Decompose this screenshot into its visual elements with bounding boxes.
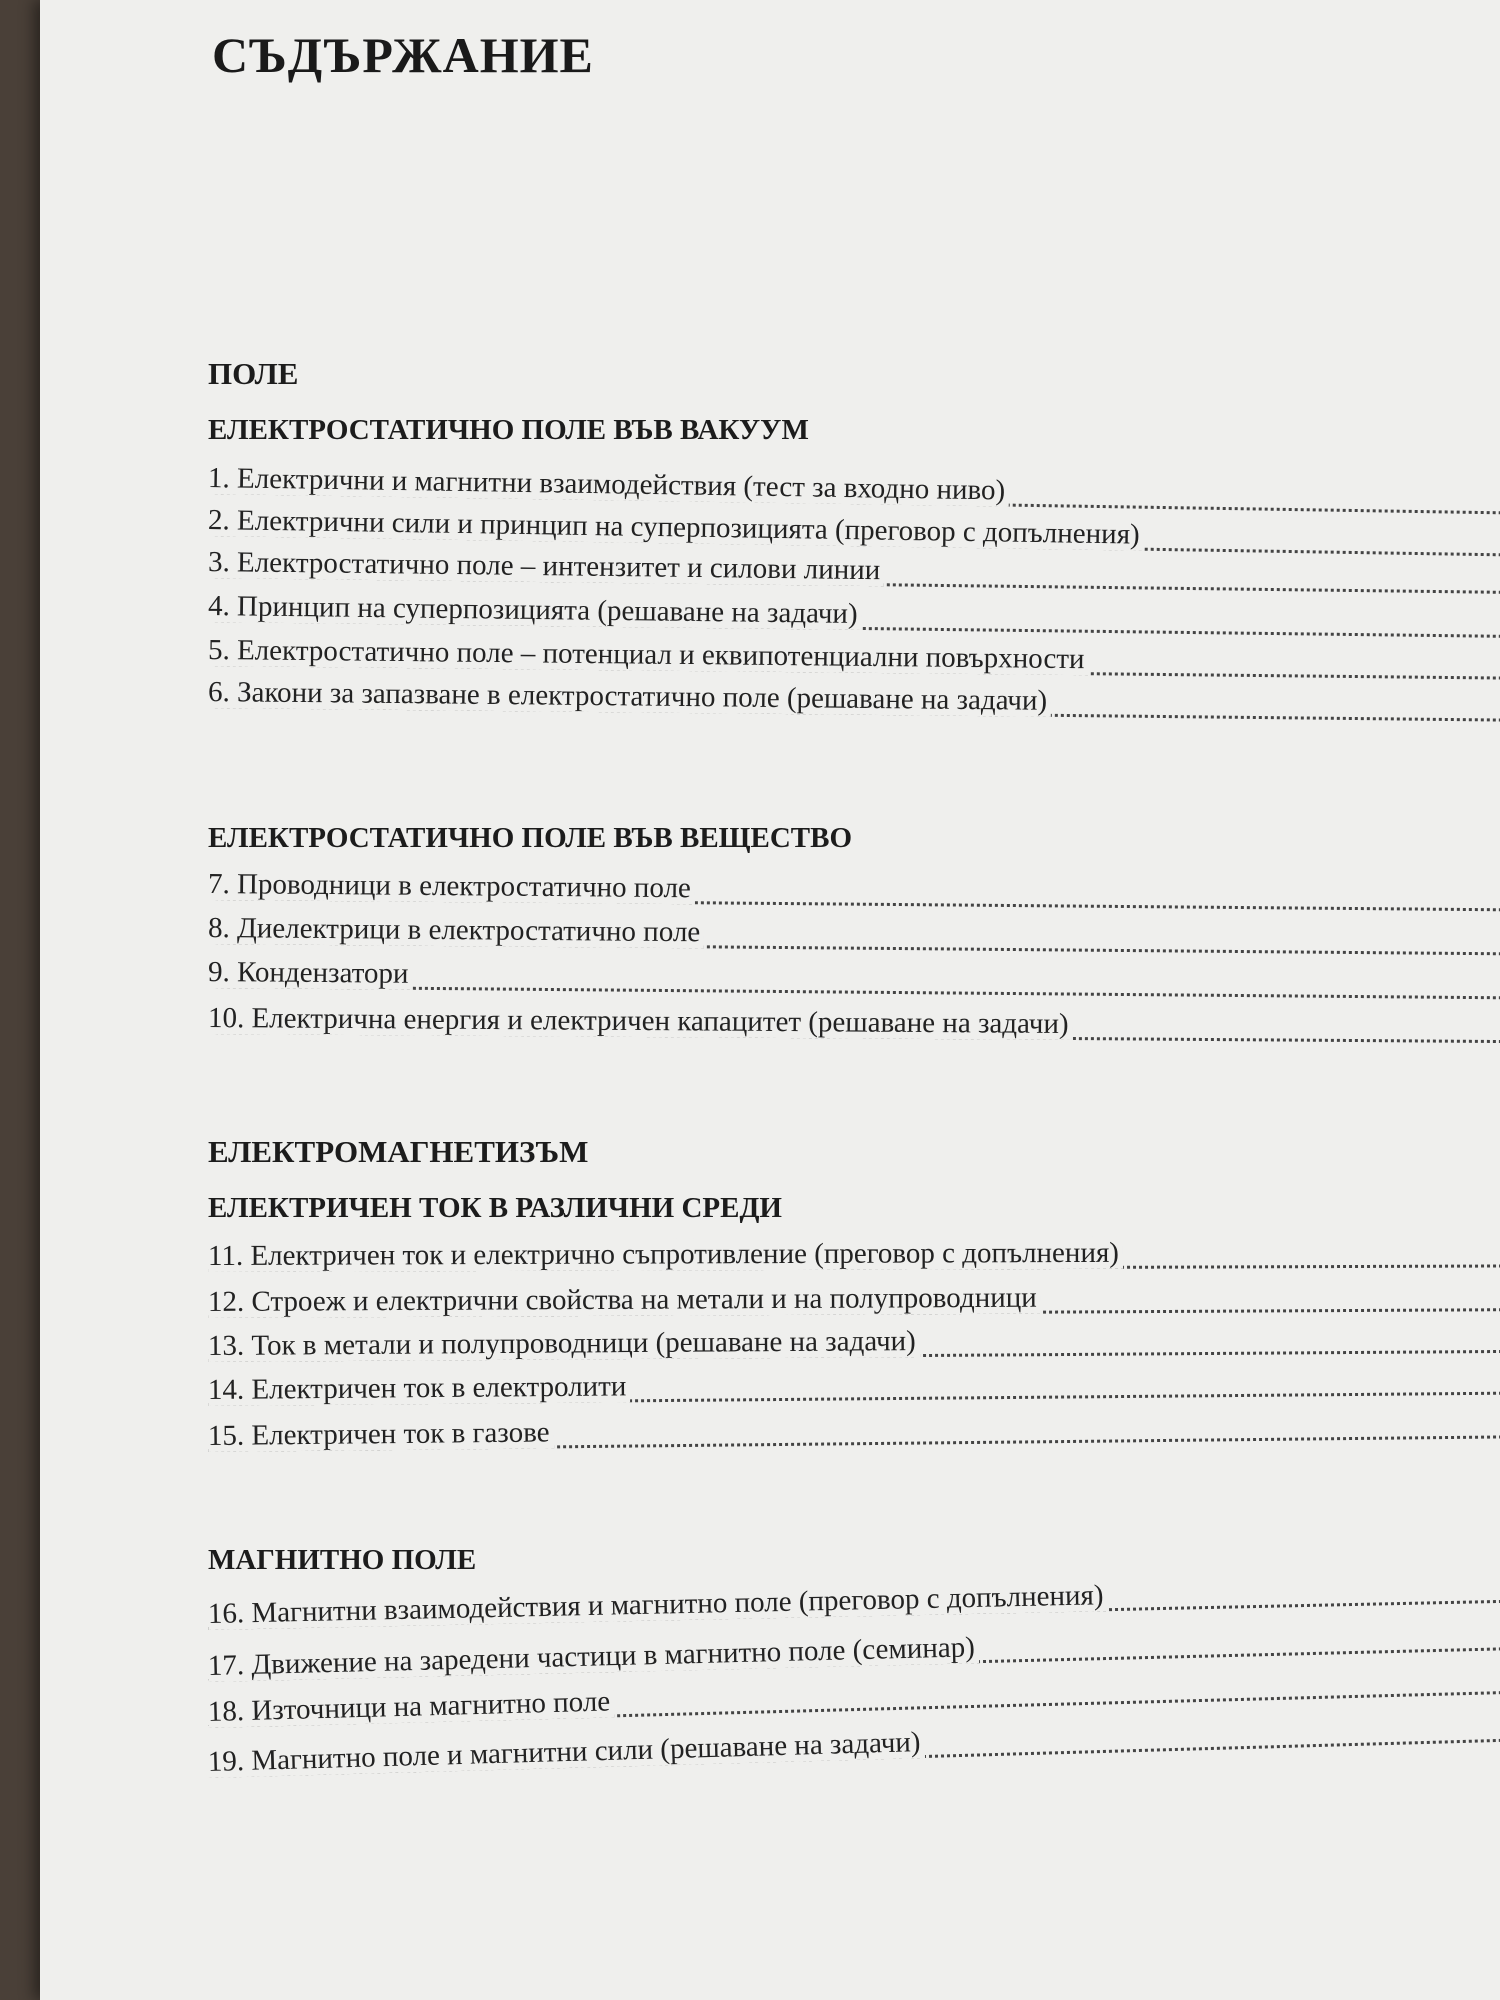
toc-entry: 16. Магнитни взаимодействия и магнитно поле (преговор с допълнения) — [208, 1570, 1500, 1638]
toc-entry: 1. Електрични и магнитни взаимодействия (тест за входно ниво) — [208, 462, 1500, 523]
section-heading: МАГНИТНО ПОЛЕ — [208, 1544, 477, 1576]
toc-entry: 17. Движение на заредени частици в магнитно поле (семинар) — [208, 1618, 1500, 1690]
section-heading: ЕЛЕКТРОСТАТИЧНО ПОЛЕ ВЪВ ВЕЩЕСТВО — [208, 822, 853, 854]
toc-entry: 15. Електричен ток в газове — [208, 1406, 1500, 1460]
toc-entry: 10. Електрична енергия и електричен капацитет (решаване на задачи) — [208, 1002, 1500, 1051]
toc-entry: 12. Строеж и електрични свойства на метали и на полупроводници — [208, 1279, 1500, 1326]
part-heading: ПОЛЕ — [208, 356, 299, 391]
toc-entry: 9. Кондензатори — [208, 956, 1500, 1008]
toc-entry: 4. Принцип на суперпозицията (решаване на задачи) — [208, 590, 1500, 646]
toc-entry: 19. Магнитно поле и магнитни сили (решаване на задачи) — [207, 1709, 1500, 1786]
part-heading: ЕЛЕКТРОМАГНЕТИЗЪМ — [208, 1134, 589, 1169]
page — [40, 0, 1500, 2000]
toc-entry: 13. Ток в метали и полупроводници (решаване на задачи) — [208, 1321, 1500, 1370]
section-heading: ЕЛЕКТРОСТАТИЧНО ПОЛЕ ВЪВ ВАКУУМ — [208, 414, 809, 446]
toc-entry: 3. Електростатично поле – интензитет и силови линии — [208, 546, 1500, 602]
toc-entry: 6. Закони за запазване в електростатично поле (решаване на задачи) — [208, 676, 1500, 730]
page-title: СЪДЪРЖАНИЕ — [212, 27, 594, 83]
section-heading: ЕЛЕКТРИЧЕН ТОК В РАЗЛИЧНИ СРЕДИ — [208, 1192, 782, 1224]
toc-entry: 18. Източници на магнитно поле — [207, 1661, 1500, 1736]
toc-entry: 5. Електростатично поле – потенциал и еквипотенциални повърхности — [208, 634, 1500, 688]
toc-entry: 2. Електрични сили и принцип на суперпозицията (преговор с допълнения) — [208, 504, 1500, 565]
toc-entry: 8. Диелектрици в електростатично поле — [208, 912, 1500, 964]
toc-entry: 14. Електричен ток в електролити — [208, 1362, 1500, 1414]
toc-entry: 11. Електричен ток и електрично съпротивление (преговор с допълнения) — [208, 1235, 1500, 1280]
toc-entry: 7. Проводници в електростатично поле — [208, 868, 1500, 920]
